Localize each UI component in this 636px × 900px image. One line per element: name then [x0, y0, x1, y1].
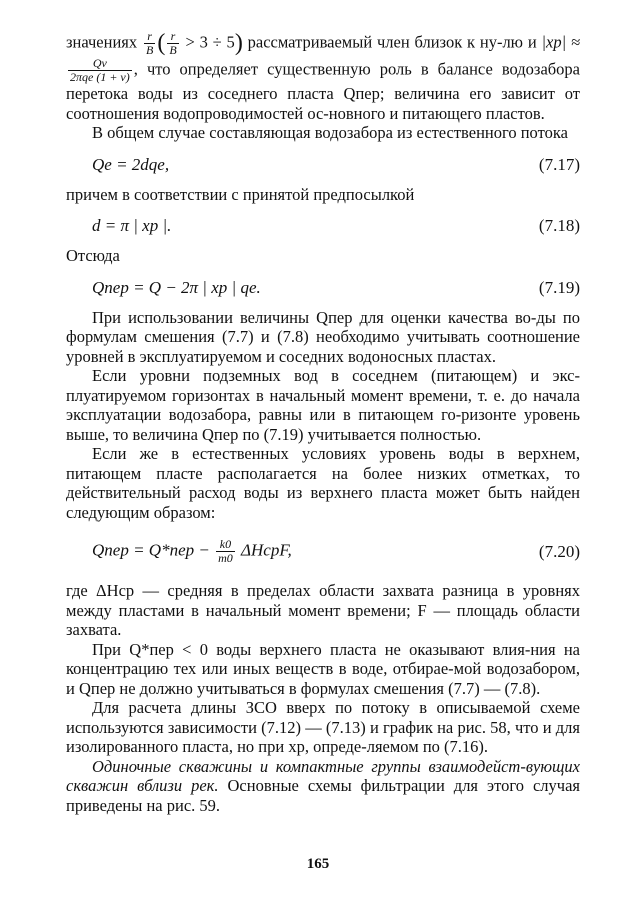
equation-7-18: [92, 216, 580, 236]
paragraph-11-text: Основные схемы фильтрации для этого случая приведены на рис. 59.: [66, 776, 580, 815]
paragraph-8: где ΔHср — средняя в пределах области захвата разница в уровнях между пластами в начальный момент времени; F — площадь области захвата.: [66, 581, 580, 639]
paragraph-2: В общем случае составляющая водозабора из естественного потока: [92, 123, 568, 142]
fraction-q-nu: $\frac{Q\nu}{\text{2πqе (1 + ν)}}$: [70, 56, 130, 84]
equation-7-17: [92, 155, 580, 175]
p1-text-a: значениях: [66, 32, 138, 52]
paragraph-7: Если же в естественных условиях уровень воды в верхнем, питающем пласте располагается на более низких отметках, то действительный расход воды из верхнего пласта может быть найден следующим образом:: [66, 444, 580, 522]
fraction-r-over-b: $\frac{r}{B}$: [145, 29, 154, 57]
equation-7-20-number: (7.20): [538, 541, 580, 561]
section-heading-italic: Одиночные скважины и компактные группы взаимодейст-вующих скважин вблизи рек.: [66, 756, 580, 795]
equation-7-18-number: (7.18): [538, 216, 580, 235]
fraction-k0-m0: $\frac{k0}{m0}$: [218, 537, 233, 565]
equation-7-17-number: (7.17): [538, 154, 580, 174]
p1-condition: > 3 ÷ 5: [180, 32, 235, 52]
equation-7-18-formula: d = π | xр |.: [92, 216, 172, 235]
p1-text-b: рассматриваемый член близок к ну-лю и: [242, 32, 537, 52]
fraction-r-over-b-2: $\frac{r}{B}$: [169, 29, 177, 57]
equation-7-20: [92, 538, 580, 565]
paragraph-4: Отсюда: [66, 246, 120, 265]
p1-text-c: , что определяет существенную роль в балансе водозабора перетока воды из соседнего пласта Qпер; величина его зависит от соотношения водопроводимостей ос-новного и питающего пластов.: [66, 59, 580, 123]
equation-7-19: [92, 278, 580, 298]
paragraph-3: причем в соответствии с принятой предпосылкой: [66, 184, 415, 204]
paragraph-5: При использовании величины Qпер для оценки качества во-ды по формулам смешения (7.7) и (7.8) необходимо учитывать соотношение уровней в эксплуатируемом и соседних водоносных пластах.: [66, 307, 580, 366]
paragraph-9: При Q*пер < 0 воды верхнего пласта не оказывают влия-ния на концентрацию тех или иных веществ в воде, отбирае-мой водозабором, и Qпер не должно учитываться в формулах смешения (7.7) — (7.8).: [66, 639, 580, 698]
paragraph-6: Если уровни подземных вод в соседнем (питающем) и экс-плуатируемом горизонтах в начальный момент времени, т. е. до начала эксплуатации водозабора, равны или в питающем го-ризонте уровень выше, то величина Qпер по (7.19) учитывается полностью.: [66, 366, 580, 444]
equation-7-20-formula: Qпер = Q*пер − $\frac{k0}{m0}$ ΔHсрF,: [92, 537, 292, 565]
equation-7-19-number: (7.19): [538, 277, 580, 297]
p1-xp: |xр| ≈: [541, 32, 581, 52]
equation-7-17-formula: Qе = 2dqе,: [92, 154, 170, 174]
paragraph-11: [66, 757, 580, 816]
paragraph-1: значениях $\frac{r}{B}$ ( $\frac{r}{B}$ > 3 ÷ 5) рассматриваемый член близок к ну-лю и |xр| ≈ $\frac{Q\nu}{\text{2πqе (1 + ν)}}$ , что определяет существенную роль в балансе водозабора перетока воды из соседнего пласта Qпер; величина его зависит от соотношения водопроводимостей ос-новного и питающего пластов.: [66, 29, 581, 123]
paragraph-10: Для расчета длины ЗСО вверх по потоку в описываемой схеме используются зависимости (7.12) — (7.13) и график на рис. 58, что и для изолированного пласта, но при xр, опреде-ляемом по (7.16).: [66, 698, 580, 756]
equation-7-19-formula: Qпер = Q − 2π | xр | qе.: [92, 277, 261, 297]
page-number: 165: [306, 856, 330, 872]
